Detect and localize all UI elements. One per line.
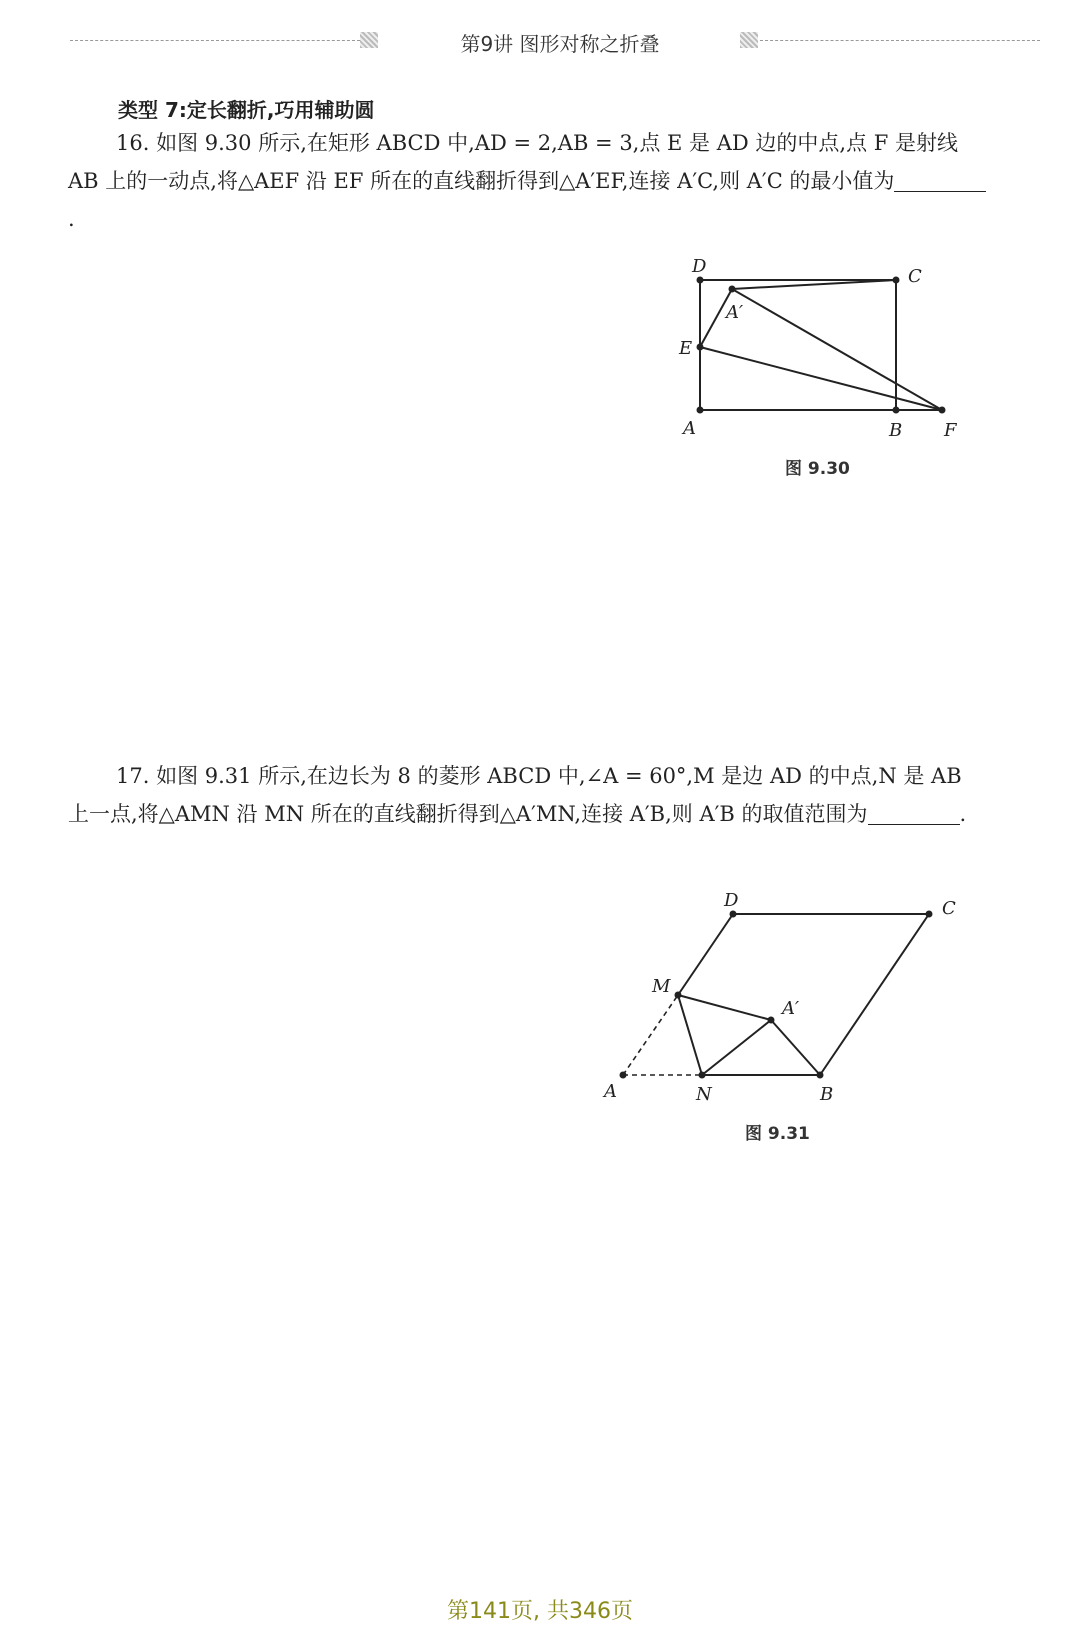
label-b: B: [889, 420, 903, 441]
problem-16-end: .: [68, 207, 75, 231]
label-m: M: [652, 976, 671, 997]
chapter-title: 第9讲 图形对称之折叠: [460, 32, 660, 56]
label-d: D: [724, 890, 739, 911]
label-a: A: [604, 1081, 617, 1102]
answer-blank-17[interactable]: [868, 802, 960, 825]
label-c: C: [942, 898, 956, 919]
problem-17: [68, 757, 988, 833]
point-n: [699, 1072, 706, 1079]
section-title: 类型 7:定长翻折,巧用辅助圆: [118, 98, 375, 122]
point-a: [697, 407, 704, 414]
figure-9-31-svg: [590, 882, 980, 1147]
point-d: [697, 277, 704, 284]
page-footer: 第141页, 共346页: [447, 1599, 633, 1624]
point-b: [893, 407, 900, 414]
header-rule-left: [70, 40, 360, 41]
label-a1: A′: [726, 302, 744, 323]
label-f: F: [944, 420, 957, 441]
label-c: C: [908, 266, 922, 287]
problem-16-text: 如图 9.30 所示,在矩形 ABCD 中,AD = 2,AB = 3,点 E 是 AD 边的中点,点 F 是射线 AB 上的一动点,将△AEF 沿 EF 所在的直线翻折得到△A′EF,连接 A′C,则 A′C 的最小值为: [68, 131, 958, 193]
point-f: [939, 407, 946, 414]
point-d: [730, 911, 737, 918]
point-c: [893, 277, 900, 284]
problem-17-end: .: [959, 802, 967, 826]
problem-16-number: 16.: [116, 131, 150, 155]
label-e: E: [679, 338, 693, 359]
problem-16: [68, 124, 988, 238]
header-ornament-right: [740, 32, 758, 48]
label-b: B: [820, 1084, 834, 1105]
label-a: A: [683, 418, 696, 439]
label-a1: A′: [782, 998, 800, 1019]
segment-a1c: [732, 280, 896, 289]
page-header: [70, 26, 1040, 60]
problem-17-number: 17.: [116, 764, 150, 788]
point-c: [926, 911, 933, 918]
segment-cb: [820, 914, 929, 1075]
segment-dm: [678, 914, 733, 995]
label-d: D: [692, 256, 707, 277]
header-rule-right: [760, 40, 1040, 41]
answer-blank-16[interactable]: [894, 169, 986, 192]
point-a: [620, 1072, 627, 1079]
segment-a1f: [732, 289, 942, 410]
segment-ma1: [678, 995, 771, 1020]
figure-9-30: [670, 252, 980, 487]
segment-mn: [678, 995, 702, 1075]
problem-17-text: 如图 9.31 所示,在边长为 8 的菱形 ABCD 中,∠A = 60°,M 是边 AD 的中点,N 是 AB 上一点,将△AMN 沿 MN 所在的直线翻折得到△A′MN,连接 A′B,则 A′B 的取值范围为: [68, 764, 962, 826]
point-e: [697, 344, 704, 351]
point-b: [817, 1072, 824, 1079]
segment-ef: [700, 347, 942, 410]
header-ornament-left: [360, 32, 378, 48]
point-m: [675, 992, 682, 999]
figure-9-30-caption: 图 9.30: [785, 459, 850, 479]
figure-9-30-svg: [670, 252, 980, 487]
point-a1: [729, 286, 736, 293]
figure-9-31: [590, 882, 980, 1147]
dashed-am: [623, 995, 678, 1075]
segment-a1b: [771, 1020, 820, 1075]
label-n: N: [696, 1084, 712, 1105]
segment-a1n: [702, 1020, 771, 1075]
point-a1: [768, 1017, 775, 1024]
figure-9-31-caption: 图 9.31: [745, 1124, 810, 1144]
